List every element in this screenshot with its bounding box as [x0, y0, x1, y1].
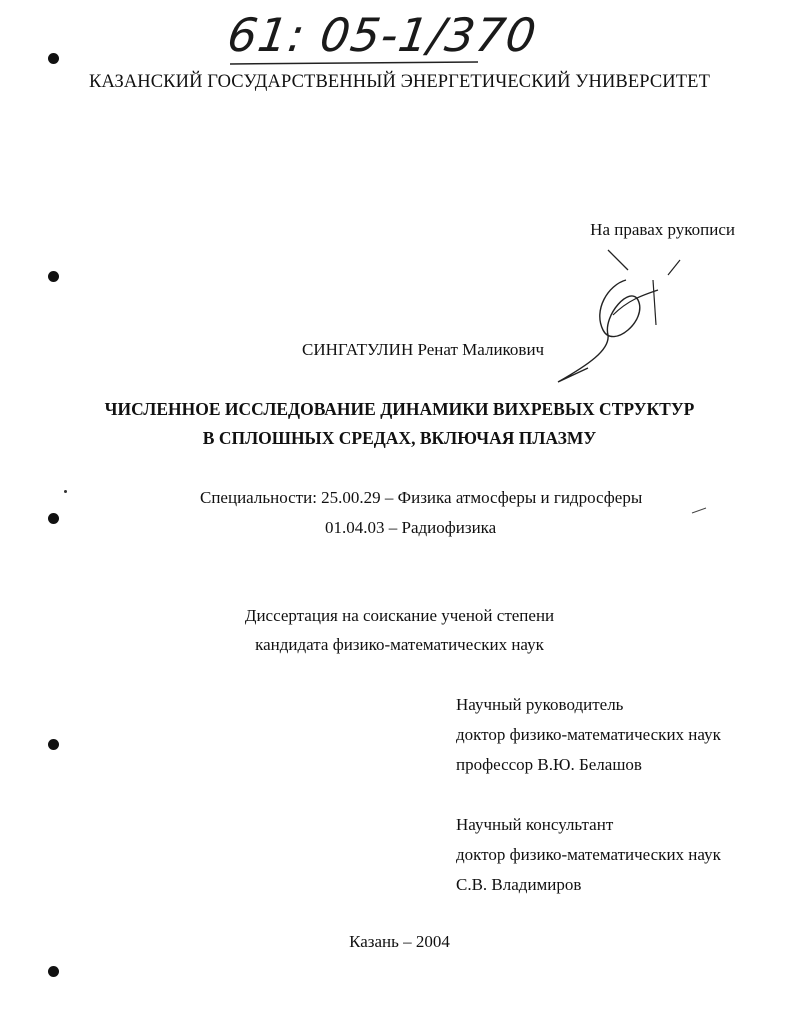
library-code: 61: 05-1/370: [224, 8, 541, 62]
punch-hole: [48, 53, 59, 64]
thesis-title-line2: В СПЛОШНЫХ СРЕДАХ, ВКЛЮЧАЯ ПЛАЗМУ: [202, 428, 597, 448]
supervisor-name: профессор В.Ю. Белашов: [456, 755, 642, 774]
university-name: КАЗАНСКИЙ ГОСУДАРСТВЕННЫЙ ЭНЕРГЕТИЧЕСКИЙ УНИВЕРСИТЕТ: [89, 72, 710, 92]
punch-hole: [48, 271, 59, 282]
dissertation-line2: кандидата физико-математических наук: [255, 635, 544, 654]
stray-dot: [64, 490, 67, 493]
dissertation-line1: Диссертация на соискание ученой степени: [244, 606, 555, 625]
punch-hole: [48, 966, 59, 977]
signature-icon: [548, 240, 688, 390]
supervisor-role: Научный руководитель: [456, 695, 624, 714]
manuscript-note: На правах рукописи: [590, 220, 735, 239]
consultant-degree: доктор физико-математических наук: [456, 845, 721, 864]
supervisor-degree: доктор физико-математических наук: [456, 725, 721, 744]
place-year: Казань – 2004: [349, 932, 450, 951]
author-name: СИНГАТУЛИН Ренат Маликович: [302, 340, 545, 359]
stray-mark: [690, 505, 710, 515]
specialty-line2: 01.04.03 – Радиофизика: [325, 518, 497, 537]
thesis-title-line1: ЧИСЛЕННОЕ ИССЛЕДОВАНИЕ ДИНАМИКИ ВИХРЕВЫХ СТРУКТУР: [104, 399, 695, 419]
consultant-name: С.В. Владимиров: [456, 875, 582, 894]
punch-hole: [48, 513, 59, 524]
punch-hole: [48, 739, 59, 750]
specialty-line1: Специальности: 25.00.29 – Физика атмосферы и гидросферы: [200, 488, 643, 507]
consultant-role: Научный консультант: [456, 815, 614, 834]
library-code-underline: [228, 60, 488, 68]
